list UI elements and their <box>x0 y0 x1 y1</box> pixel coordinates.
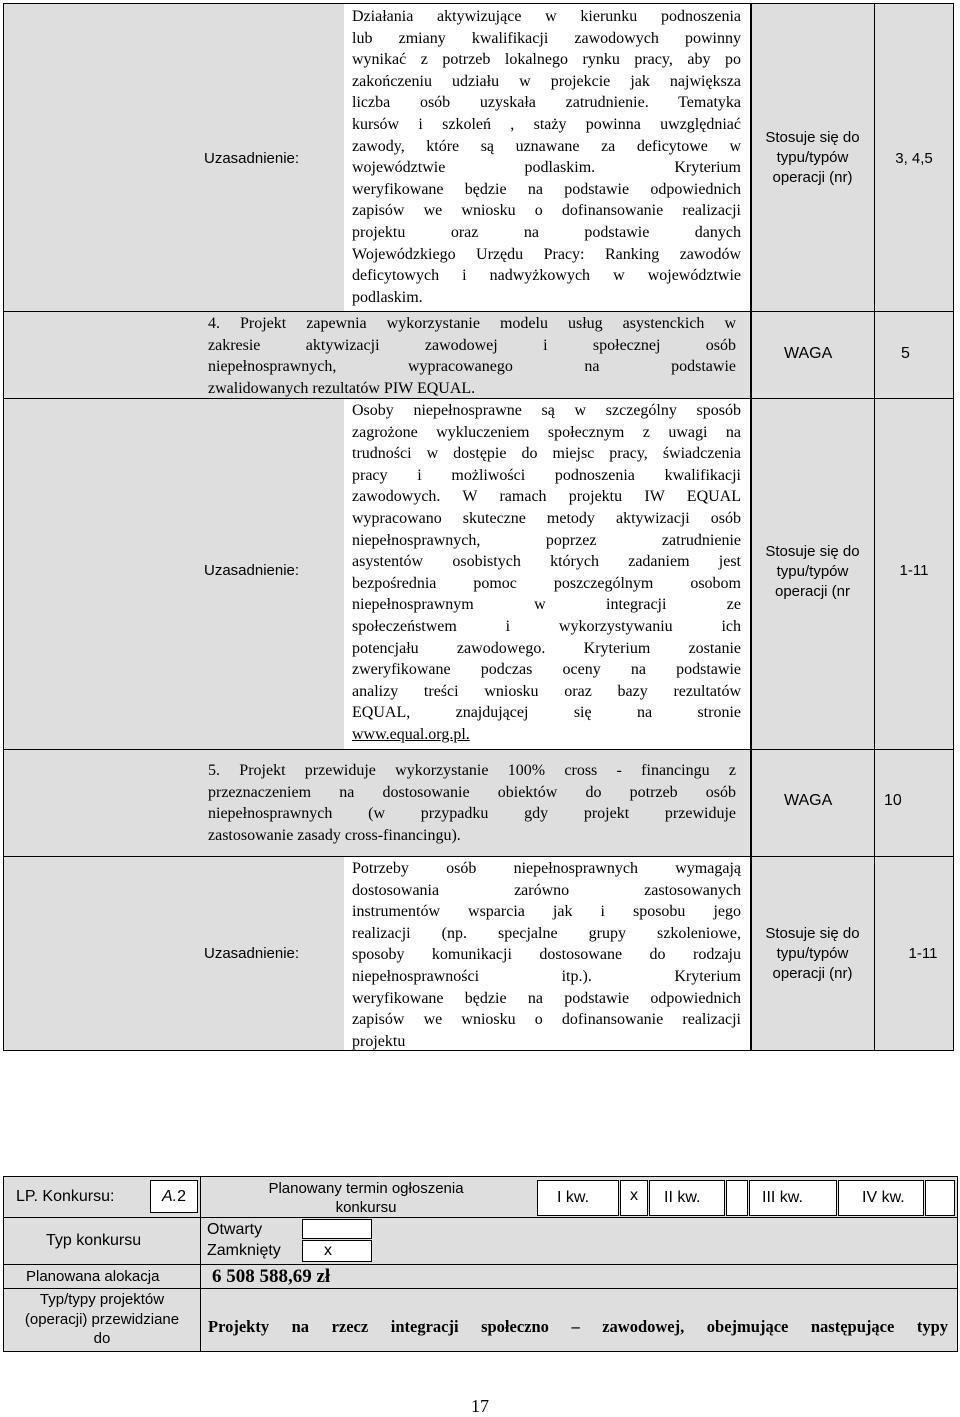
weight-value: 10 <box>884 792 902 809</box>
justification-label: Uzasadnienie: <box>204 562 300 579</box>
weight-value: 5 <box>901 345 910 362</box>
weight-label: WAGA <box>784 792 833 809</box>
q4-mark-box <box>925 1180 955 1216</box>
applies-to-label: Stosuje się do typu/typów operacji (nr) <box>765 925 860 982</box>
alokacja-label: Planowana alokacja <box>26 1268 160 1285</box>
quarter-3: III kw. <box>762 1189 803 1206</box>
q2-mark-box <box>726 1180 748 1216</box>
alokacja-value: 6 508 588,69 zł <box>212 1266 331 1287</box>
quarter-1: I kw. <box>557 1189 590 1206</box>
applies-to-value: 1-11 <box>908 945 938 962</box>
zamkniety-mark-box <box>302 1240 372 1262</box>
quarter-4: IV kw. <box>862 1189 905 1206</box>
justification-text: Potrzeby osób niepełnosprawnych wymagają dostosowania zarówno zastosowanych instrumentów wsparcia jak i sposobu jego realizacji (np. specjalne grupy szkoleniowe, sposoby komunikacji dostosowane do rodzaju niepełnosprawności itp.). Kryterium weryfikowane będzie na podstawie odpowiednich zapisów we wniosku o dofinansowanie realizacji projektu <box>352 860 741 1050</box>
equal-link[interactable]: www.equal.org.pl. <box>352 725 470 743</box>
applies-to-value: 1-11 <box>899 562 929 579</box>
termin-label: Planowany termin ogłoszenia konkursu <box>268 1180 464 1216</box>
quarter-mark: x <box>630 1187 638 1204</box>
applies-to-label: Stosuje się do typu/typów operacji (nr) <box>765 129 860 186</box>
applies-to-label: Stosuje się do typu/typów operacji (nr <box>765 543 860 600</box>
criteria-table <box>3 3 954 1051</box>
typy-value: Projekty na rzecz integracji społeczno – zawodowej, obejmujące następujące typy <box>208 1317 948 1336</box>
justification-box <box>344 857 750 1050</box>
lp-value: A.2 <box>162 1188 187 1205</box>
otwarty-mark-box <box>302 1219 372 1239</box>
justification-text: Działania aktywizujące w kierunku podnoszenia lub zmiany kwalifikacji zawodowych powinny wynikać z potrzeb lokalnego rynku pracy, aby po zakończeniu udziału w projekcie jak największa liczba osób uzyskała zatrudnienie. Tematyka kursów i szkoleń , staży powinna uwzględniać zawody, które są uznawane za deficytowe w województwie podlaskim. Kryterium weryfikowane będzie na podstawie odpowiednich zapisów we wniosku o dofinansowanie realizacji projektu oraz na podstawie danych Wojewódzkiego Urzędu Pracy: Ranking zawodów deficytowych i nadwyżkowych w województwie podlaskim. <box>352 8 741 306</box>
otwarty-option: Otwarty <box>207 1221 263 1238</box>
justification-label: Uzasadnienie: <box>204 945 300 962</box>
zamkniety-mark: x <box>324 1242 332 1259</box>
quarter-2: II kw. <box>664 1189 701 1206</box>
criterion-4-text: 4. Projekt zapewnia wykorzystanie modelu usług asystenckich w zakresie aktywizacji zawodowej i społecznej osób niepełnosprawnych, wypracowanego na podstawie zwalidowanych rezultatów PIW EQUAL. <box>208 315 736 397</box>
typy-label: Typ/typy projektów (operacji) przewidziane do <box>24 1291 180 1347</box>
competition-info-table <box>3 1176 958 1352</box>
justification-box <box>344 399 750 749</box>
weight-label: WAGA <box>784 345 833 362</box>
criterion-5-text: 5. Projekt przewiduje wykorzystanie 100% cross - financingu z przeznaczeniem na dostosowanie obiektów do potrzeb osób niepełnosprawnych (w przypadku gdy projekt przewiduje zastosowanie zasady cross-financingu). <box>208 762 736 844</box>
zamkniety-option: Zamknięty <box>207 1242 281 1259</box>
justification-text: Osoby niepełnosprawne są w szczególny sposób zagrożone wykluczeniem społecznym z uwagi na trudności w dostępie do miejsc pracy, świadczenia pracy i możliwości podnoszenia kwalifikacji zawodowych. W ramach projektu IW EQUAL wypracowano skuteczne metody aktywizacji osób niepełnosprawnych, poprzez zatrudnienie asystentów osobistych których zadaniem jest bezpośrednia pomoc poszczególnym osobom niepełnosprawnym w integracji ze społeczeństwem i wykorzystywaniu ich potencjału zawodowego. Kryterium zostanie zweryfikowane podczas oceny na podstawie analizy treści wniosku oraz bazy rezultatów EQUAL, znajdującej się na stronie www.equal.org.pl. <box>352 400 741 746</box>
justification-label: Uzasadnienie: <box>204 150 300 167</box>
page-number: 17 <box>471 1396 489 1416</box>
lp-label: LP. Konkursu: <box>16 1188 115 1205</box>
typ-label: Typ konkursu <box>46 1232 142 1249</box>
justification-box <box>344 4 750 311</box>
applies-to-value: 3, 4,5 <box>895 150 933 167</box>
